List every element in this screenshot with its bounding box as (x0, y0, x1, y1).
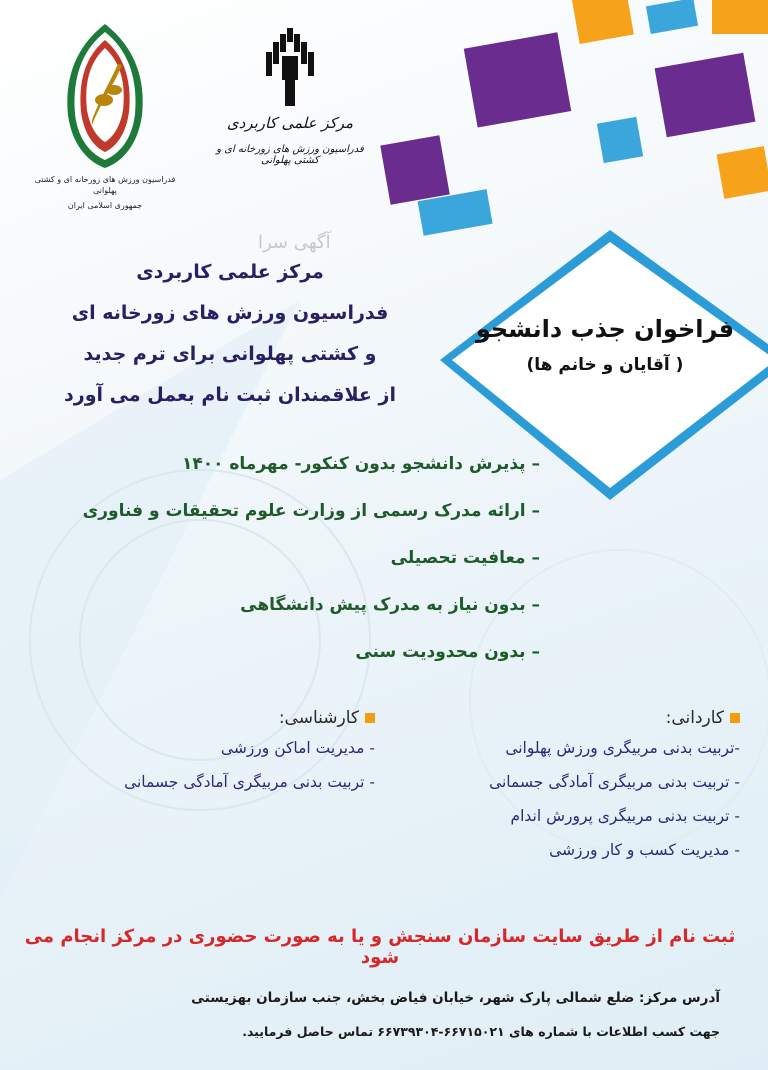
karshenasi-section (30, 706, 375, 804)
bullet-square-icon (365, 713, 375, 723)
list-item: - تربیت بدنی مربیگری پرورش اندام (510, 807, 740, 825)
intro-text (40, 252, 420, 416)
call-title: فراخوان جذب دانشجو (475, 315, 735, 343)
kardani-heading-label: کاردانی: (665, 708, 724, 728)
kardani-list (400, 736, 740, 872)
feature-item: – بدون محدودیت سنی (355, 642, 540, 662)
contact-text: جهت کسب اطلاعات با شماره های ۶۶۷۱۵۰۲۱-۶۶۷۳۹۳۰۴ تماس حاصل فرمایید. (242, 1024, 720, 1039)
kardani-heading (400, 706, 740, 730)
address-text: آدرس مرکز: ضلع شمالی پارک شهر، خیابان فیاض بخش، جنب سازمان بهزیستی (191, 990, 720, 1006)
features-list (80, 452, 540, 687)
watermark: آگهی سرا (258, 232, 331, 253)
center-logo-subtitle: فدراسیون ورزش های زورخانه ای و کشتی پهلوانی (216, 144, 364, 166)
intro-line-4: از علاقمندان ثبت نام بعمل می آورد (64, 384, 396, 406)
bullet-square-icon (730, 713, 740, 723)
karshenasi-list (30, 736, 375, 804)
feature-item: – پذیرش دانشجو بدون کنکور- مهرماه ۱۴۰۰ (181, 454, 540, 474)
federation-caption-line1: فدراسیون ورزش های زورخانه ای و کشتی پهلوانی (34, 175, 176, 195)
federation-emblem-icon (62, 20, 148, 170)
call-title-block (440, 315, 768, 375)
intro-line-2: فدراسیون ورزش های زورخانه ای (71, 302, 389, 324)
list-item: - تربیت بدنی مربیگری آمادگی جسمانی (124, 773, 375, 791)
karshenasi-heading-label: کارشناسی: (278, 708, 359, 728)
center-emblem-icon (260, 28, 320, 108)
kardani-section (400, 706, 740, 872)
intro-line-3: و کشتی پهلوانی برای ترم جدید (83, 343, 377, 365)
list-item: - مدیریت کسب و کار ورزشی (549, 841, 740, 859)
federation-logo (30, 20, 180, 211)
karshenasi-heading (30, 706, 375, 730)
list-item: - مدیریت اماکن ورزشی (220, 739, 375, 757)
feature-item: – معافیت تحصیلی (390, 548, 540, 568)
feature-item: – بدون نیاز به مدرک پیش دانشگاهی (240, 595, 540, 615)
intro-line-1: مرکز علمی کاربردی (136, 261, 324, 283)
center-logo (205, 28, 375, 166)
registration-notice: ثبت نام از طریق سایت سازمان سنجش و یا به صورت حضوری در مرکز انجام می شود (24, 926, 736, 968)
center-logo-title: مرکز علمی کاربردی (226, 114, 354, 132)
feature-item: – ارائه مدرک رسمی از وزارت علوم تحقیقات و فناوری (82, 501, 540, 521)
list-item: - تربیت بدنی مربیگری آمادگی جسمانی (489, 773, 740, 791)
list-item: -تربیت بدنی مربیگری ورزش پهلوانی (505, 739, 740, 757)
call-subtitle: ( آقایان و خانم ها) (526, 355, 684, 375)
federation-caption-line2: جمهوری اسلامی ایران (67, 201, 143, 210)
